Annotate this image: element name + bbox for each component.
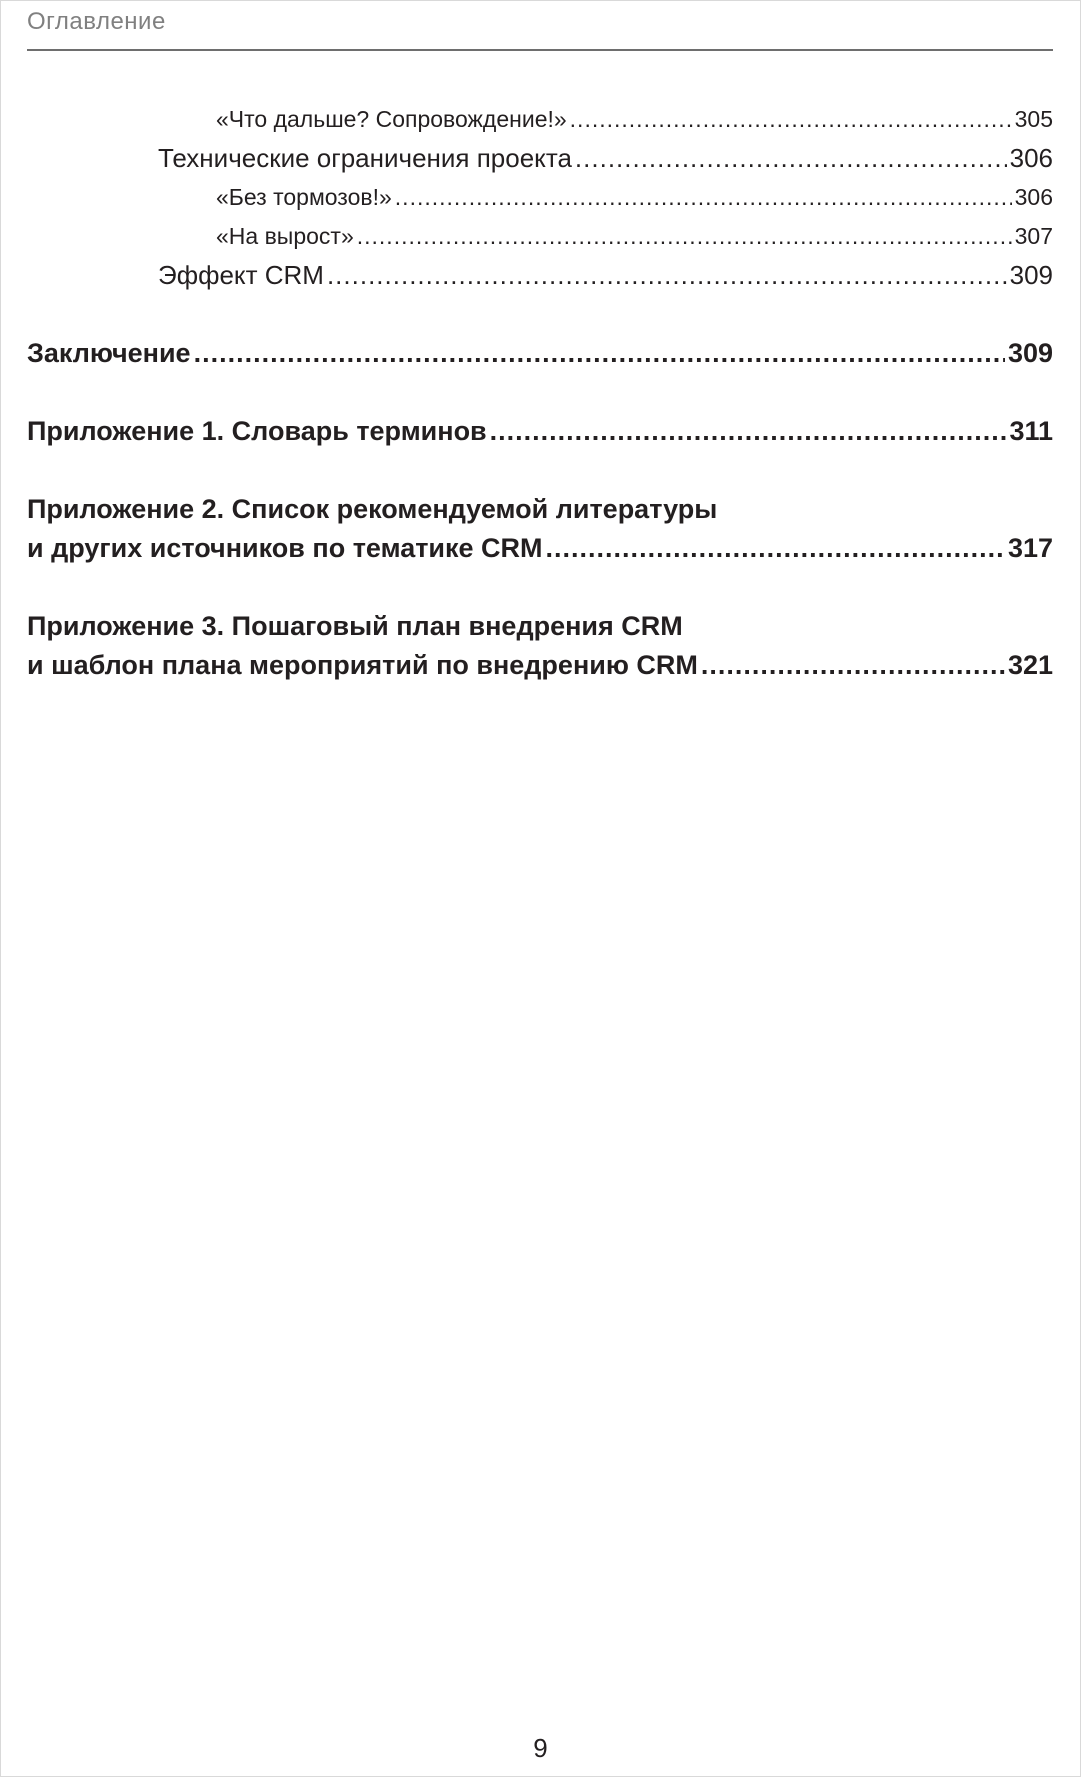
toc-entry-title: «Без тормозов!» <box>216 184 392 210</box>
header-rule <box>27 49 1053 51</box>
toc-entry-title: «На вырост» <box>216 223 354 249</box>
toc-leader-dots <box>327 256 1007 295</box>
toc-entry-title: Заключение <box>27 338 191 368</box>
toc-entry-technical-limits[interactable] <box>27 139 1053 178</box>
toc-entry-title-line2: и шаблон плана мероприятий по внедрению CRM <box>27 650 698 680</box>
toc-leader-dots <box>575 139 1007 178</box>
toc-entry-no-brakes[interactable] <box>27 178 1053 217</box>
toc-entry-conclusion[interactable] <box>27 334 1053 373</box>
toc-entry-page: 306 <box>1009 143 1053 173</box>
toc-entry-page: 317 <box>1007 533 1053 563</box>
toc-entry-for-growth[interactable] <box>27 217 1053 256</box>
toc-leader-dots <box>395 178 1012 217</box>
running-head: Оглавление <box>27 8 166 35</box>
toc-entry-title: Приложение 1. Словарь терминов <box>27 416 487 446</box>
spacer <box>27 451 1053 490</box>
toc-entry-appendix-3[interactable] <box>27 607 1053 685</box>
toc-leader-dots <box>701 646 1005 685</box>
toc-entry-whats-next[interactable] <box>27 100 1053 139</box>
toc-entry-page: 311 <box>1009 416 1053 446</box>
toc-entry-title: «Что дальше? Сопровождение!» <box>216 106 567 132</box>
toc-entry-crm-effect[interactable] <box>27 256 1053 295</box>
spacer <box>27 295 1053 334</box>
toc-entry-page: 307 <box>1014 223 1053 249</box>
toc-entry-page: 306 <box>1014 184 1053 210</box>
spacer <box>27 568 1053 607</box>
toc-entry-appendix-2[interactable] <box>27 490 1053 568</box>
toc-leader-dots <box>357 217 1012 256</box>
table-of-contents <box>27 100 1053 685</box>
toc-entry-page: 321 <box>1007 650 1053 680</box>
toc-entry-page: 309 <box>1007 338 1053 368</box>
toc-entry-title: Технические ограничения проекта <box>158 143 572 173</box>
toc-entry-title-line1: Приложение 2. Список рекомендуемой литературы <box>27 494 718 524</box>
spacer <box>27 373 1053 412</box>
toc-entry-title-line2: и других источников по тематике CRM <box>27 533 543 563</box>
page-number: 9 <box>533 1733 548 1763</box>
toc-leader-dots <box>570 100 1012 139</box>
toc-entry-page: 309 <box>1009 260 1053 290</box>
toc-entry-appendix-1[interactable] <box>27 412 1053 451</box>
toc-entry-title-line1: Приложение 3. Пошаговый план внедрения CRM <box>27 611 683 641</box>
toc-entry-page: 305 <box>1014 106 1053 132</box>
toc-leader-dots <box>490 412 1007 451</box>
toc-leader-dots <box>194 334 1005 373</box>
toc-leader-dots <box>546 529 1005 568</box>
toc-entry-title: Эффект CRM <box>158 260 324 290</box>
